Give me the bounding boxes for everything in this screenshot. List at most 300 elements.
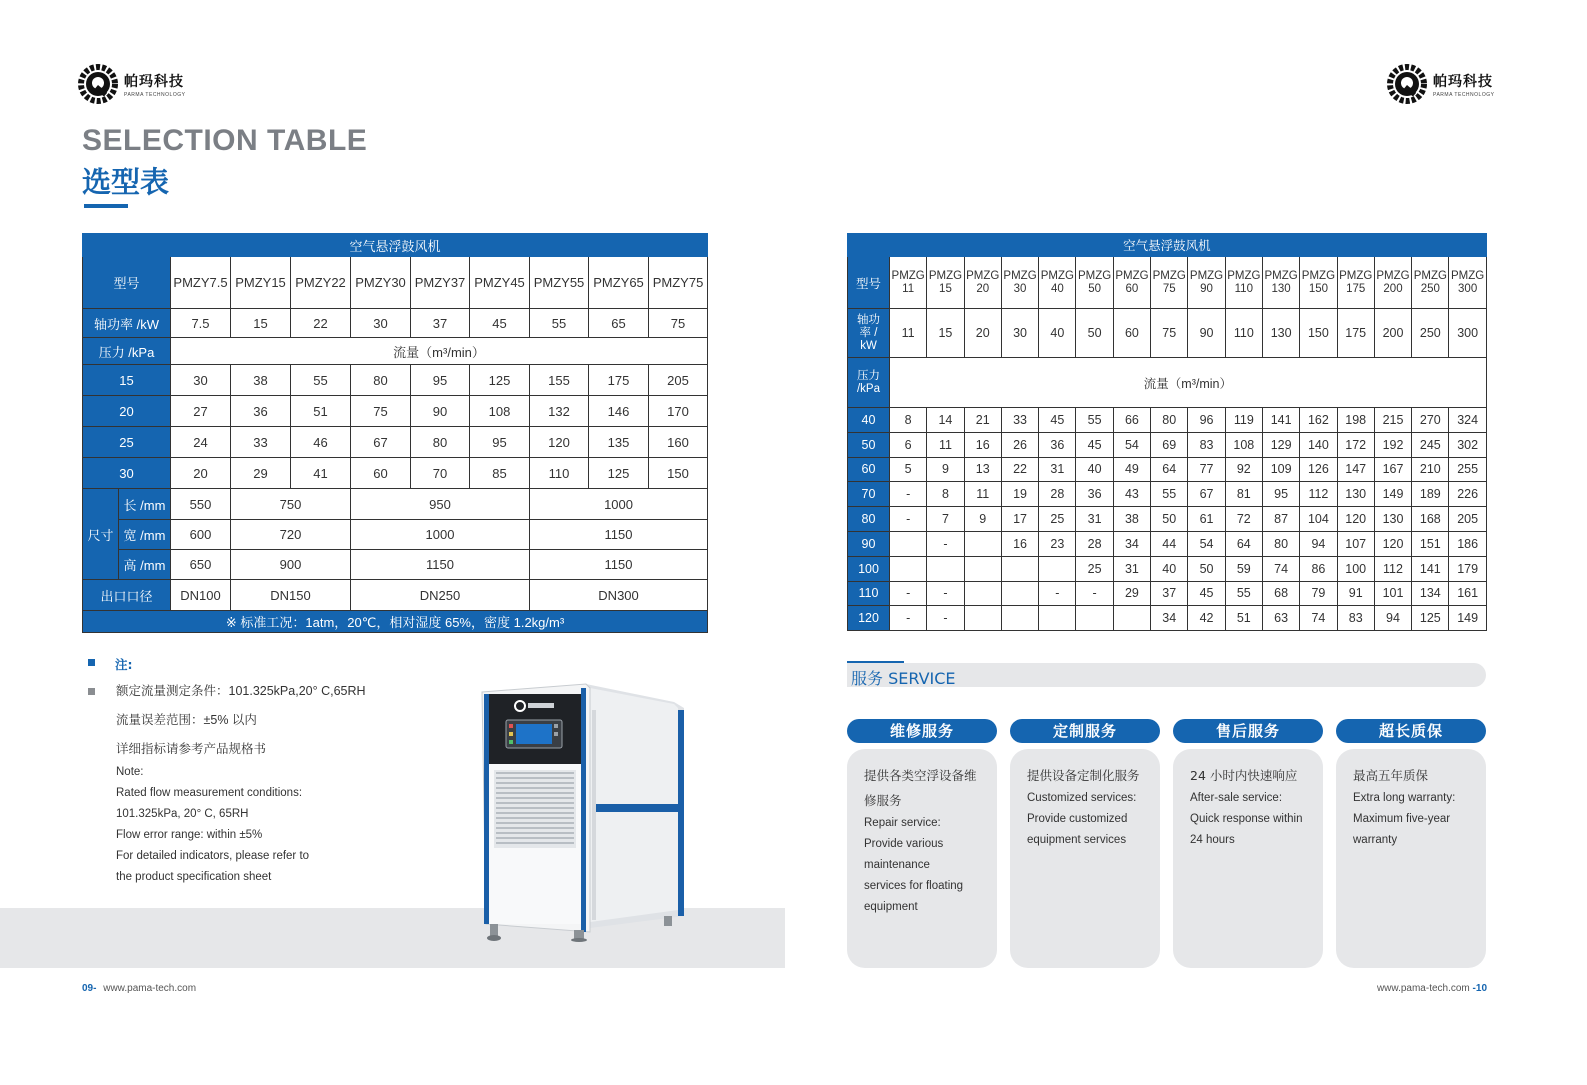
length-cell: 550 [171, 489, 231, 520]
flow-cell [1039, 606, 1076, 631]
flow-cell: 31 [1039, 457, 1076, 482]
pressure-cell: 30 [83, 458, 171, 489]
pressure-cell: 20 [83, 396, 171, 427]
flow-cell: 215 [1374, 408, 1411, 433]
flow-cell: 86 [1300, 556, 1337, 581]
brand-name-en: PARMA TECHNOLOGY [1433, 91, 1495, 98]
model-cell: PMZY22 [291, 257, 351, 309]
pressure-cell: 70 [848, 482, 890, 507]
flow-cell: 40 [1151, 556, 1188, 581]
note-en-line: For detailed indicators, please refer to [116, 850, 310, 862]
flow-cell [1001, 581, 1038, 606]
flow-cell: 67 [1188, 482, 1225, 507]
flow-cell: 26 [1001, 432, 1038, 457]
flow-cell: 11 [927, 432, 964, 457]
flow-cell: 61 [1188, 507, 1225, 532]
table-row [848, 482, 1487, 507]
power-cell: 30 [1001, 309, 1038, 358]
power-cell: 150 [1300, 309, 1337, 358]
flow-cell: 108 [1225, 432, 1262, 457]
width-cell: 600 [171, 520, 231, 550]
card-heading: 超长质保 [1336, 719, 1486, 743]
service-card-repair [847, 719, 997, 969]
flow-cell: 74 [1262, 556, 1299, 581]
flow-cell: 83 [1188, 432, 1225, 457]
power-cell: 20 [964, 309, 1001, 358]
card-heading: 维修服务 [847, 719, 997, 743]
flow-cell: 205 [1449, 507, 1486, 532]
pressure-cell: 90 [848, 531, 890, 556]
flow-cell: 119 [1225, 408, 1262, 433]
flow-cell: 80 [1151, 408, 1188, 433]
flow-cell: 175 [589, 365, 649, 396]
table-row [848, 581, 1487, 606]
table-caption: 空气悬浮鼓风机 [83, 234, 708, 257]
width-cell: 720 [231, 520, 351, 550]
flow-label: 流量（m³/min） [171, 338, 708, 365]
note-en-line: Rated flow measurement conditions: [116, 787, 303, 799]
power-label: 轴功 率 / kW [848, 309, 890, 358]
bullet-icon [88, 688, 95, 695]
power-cell: 60 [1113, 309, 1150, 358]
flow-cell: - [927, 606, 964, 631]
card-en-line: Provide various [864, 838, 944, 850]
flow-cell: 22 [1001, 457, 1038, 482]
flow-cell: - [890, 581, 927, 606]
brand-name-cn: 帕玛科技 [124, 73, 184, 90]
model-cell: PMZG 40 [1039, 257, 1076, 309]
flow-cell: - [890, 507, 927, 532]
flow-cell: 19 [1001, 482, 1038, 507]
flow-cell: 92 [1225, 457, 1262, 482]
flow-cell: 125 [1412, 606, 1449, 631]
power-cell: 90 [1188, 309, 1225, 358]
length-label: 长 /mm [119, 489, 171, 520]
flow-cell [1001, 606, 1038, 631]
card-body [1336, 749, 1486, 968]
outlet-cell: DN300 [530, 580, 708, 611]
model-cell: PMZY15 [231, 257, 291, 309]
flow-cell: 90 [411, 396, 470, 427]
flow-cell: 46 [291, 427, 351, 458]
card-cn-line: 提供各类空浮设备维 [864, 768, 977, 783]
flow-cell: 120 [1374, 531, 1411, 556]
flow-cell: 21 [964, 408, 1001, 433]
power-cell: 40 [1039, 309, 1076, 358]
flow-cell: - [927, 581, 964, 606]
model-cell: PMZY65 [589, 257, 649, 309]
logo-icon [78, 64, 118, 104]
card-en-line: Maximum five-year [1353, 813, 1451, 825]
flow-cell: 64 [1151, 457, 1188, 482]
flow-cell: 34 [1151, 606, 1188, 631]
height-label: 高 /mm [119, 550, 171, 580]
flow-cell: 8 [890, 408, 927, 433]
card-en-line: Repair service: [864, 817, 941, 829]
page-number: -10 [1472, 983, 1487, 994]
flow-cell: 80 [1262, 531, 1299, 556]
flow-cell: 179 [1449, 556, 1486, 581]
flow-cell: 51 [291, 396, 351, 427]
flow-cell: 120 [1337, 507, 1374, 532]
model-cell: PMZG 30 [1001, 257, 1038, 309]
flow-cell: 8 [927, 482, 964, 507]
size-label: 尺寸 [83, 489, 119, 580]
flow-cell: 172 [1337, 432, 1374, 457]
flow-cell: 85 [470, 458, 530, 489]
brand-logo-right [1387, 64, 1494, 104]
flow-label: 流量（m³/min） [890, 358, 1487, 408]
card-en-line: equipment services [1027, 834, 1127, 846]
flow-cell: 50 [1151, 507, 1188, 532]
flow-cell: 100 [1337, 556, 1374, 581]
width-cell: 1150 [530, 520, 708, 550]
flow-cell: 168 [1412, 507, 1449, 532]
footer-left [82, 983, 196, 994]
flow-cell: 37 [1151, 581, 1188, 606]
flow-cell: 141 [1262, 408, 1299, 433]
flow-cell: 5 [890, 457, 927, 482]
power-label: 轴功率 /kW [83, 309, 171, 338]
service-card-custom [1010, 719, 1160, 969]
flow-cell: 80 [411, 427, 470, 458]
service-title: 服务 SERVICE [851, 669, 956, 688]
note-cn-line: 详细指标请参考产品规格书 [116, 742, 267, 756]
left-selection-table [82, 233, 708, 633]
model-cell: PMZG 75 [1151, 257, 1188, 309]
model-cell: PMZY7.5 [171, 257, 231, 309]
flow-cell: 226 [1449, 482, 1486, 507]
note-en-line: Flow error range: within ±5% [116, 829, 263, 841]
pressure-label: 压力 /kPa [848, 358, 890, 408]
flow-cell: 198 [1337, 408, 1374, 433]
card-body [1010, 749, 1160, 968]
blower-machine-image [478, 680, 690, 942]
power-cell: 75 [649, 309, 708, 338]
power-cell: 110 [1225, 309, 1262, 358]
table-row [83, 396, 708, 427]
flow-cell [890, 531, 927, 556]
flow-cell: 270 [1412, 408, 1449, 433]
flow-cell: 210 [1412, 457, 1449, 482]
flow-cell: - [927, 531, 964, 556]
flow-cell: 64 [1225, 531, 1262, 556]
model-cell: PMZG 130 [1262, 257, 1299, 309]
table-row [848, 432, 1487, 457]
flow-cell: 107 [1337, 531, 1374, 556]
flow-cell: 161 [1449, 581, 1486, 606]
flow-cell: 74 [1300, 606, 1337, 631]
flow-cell: 30 [171, 365, 231, 396]
pressure-cell: 25 [83, 427, 171, 458]
model-cell: PMZY75 [649, 257, 708, 309]
card-heading: 定制服务 [1010, 719, 1160, 743]
model-cell: PMZG 175 [1337, 257, 1374, 309]
model-cell: PMZG 20 [964, 257, 1001, 309]
flow-cell: 45 [1188, 581, 1225, 606]
flow-cell [964, 531, 1001, 556]
flow-cell: 75 [351, 396, 411, 427]
flow-cell: 44 [1151, 531, 1188, 556]
card-cn-line: 提供设备定制化服务 [1027, 768, 1140, 783]
model-cell: PMZG 11 [890, 257, 927, 309]
model-cell: PMZG 60 [1113, 257, 1150, 309]
flow-cell: 162 [1300, 408, 1337, 433]
flow-cell: 33 [1001, 408, 1038, 433]
card-en-line: Extra long warranty: [1353, 792, 1456, 804]
model-cell: PMZY37 [411, 257, 470, 309]
flow-cell: 25 [1039, 507, 1076, 532]
table-row [848, 531, 1487, 556]
flow-cell: 49 [1113, 457, 1150, 482]
card-en-line: maintenance [864, 859, 930, 871]
card-heading: 售后服务 [1173, 719, 1323, 743]
flow-cell: 95 [411, 365, 470, 396]
pressure-cell: 80 [848, 507, 890, 532]
brand-name-en: PARMA TECHNOLOGY [124, 91, 186, 98]
flow-cell: 29 [231, 458, 291, 489]
model-cell: PMZG 110 [1225, 257, 1262, 309]
pressure-cell: 40 [848, 408, 890, 433]
flow-cell: 151 [1412, 531, 1449, 556]
power-cell: 37 [411, 309, 470, 338]
brand-logo-left [78, 64, 185, 104]
power-cell: 45 [470, 309, 530, 338]
table-row [848, 507, 1487, 532]
flow-cell: 189 [1412, 482, 1449, 507]
flow-cell: 104 [1300, 507, 1337, 532]
flow-cell: 55 [1225, 581, 1262, 606]
card-body [1173, 749, 1323, 968]
flow-cell: 132 [530, 396, 589, 427]
flow-cell: 67 [351, 427, 411, 458]
power-cell: 7.5 [171, 309, 231, 338]
flow-cell: 80 [351, 365, 411, 396]
footer-url-link[interactable]: www.pama-tech.com [1376, 983, 1470, 994]
model-cell: PMZG 250 [1412, 257, 1449, 309]
table-row [848, 556, 1487, 581]
model-label: 型号 [83, 257, 171, 309]
length-cell: 1000 [530, 489, 708, 520]
flow-cell: 70 [411, 458, 470, 489]
flow-cell: 120 [530, 427, 589, 458]
note-en-line: Note: [116, 766, 144, 778]
flow-cell: 63 [1262, 606, 1299, 631]
table-footnote: ※ 标准工况：1atm，20℃，相对湿度 65%，密度 1.2kg/m³ [83, 611, 708, 633]
notes-block [88, 652, 388, 892]
width-cell: 1000 [351, 520, 530, 550]
power-cell: 22 [291, 309, 351, 338]
flow-cell: 36 [1039, 432, 1076, 457]
flow-cell: 94 [1300, 531, 1337, 556]
flow-cell: 54 [1113, 432, 1150, 457]
flow-cell [927, 556, 964, 581]
flow-cell [1113, 606, 1150, 631]
model-cell: PMZG 200 [1374, 257, 1411, 309]
logo-icon [1387, 64, 1427, 104]
power-cell: 200 [1374, 309, 1411, 358]
flow-cell: 66 [1113, 408, 1150, 433]
flow-cell: 55 [1076, 408, 1113, 433]
flow-cell: 45 [1039, 408, 1076, 433]
flow-cell: 36 [231, 396, 291, 427]
flow-cell: 192 [1374, 432, 1411, 457]
flow-cell: 126 [1300, 457, 1337, 482]
power-cell: 75 [1151, 309, 1188, 358]
power-cell: 300 [1449, 309, 1486, 358]
power-cell: 65 [589, 309, 649, 338]
page-title-en: SELECTION TABLE [82, 124, 368, 157]
flow-cell: 38 [1113, 507, 1150, 532]
flow-cell: 9 [964, 507, 1001, 532]
flow-cell: 40 [1076, 457, 1113, 482]
flow-cell: 140 [1300, 432, 1337, 457]
card-en-line: 24 hours [1190, 834, 1235, 846]
flow-cell: 16 [1001, 531, 1038, 556]
flow-cell: - [890, 606, 927, 631]
model-cell: PMZG 150 [1300, 257, 1337, 309]
flow-cell: 94 [1374, 606, 1411, 631]
flow-cell: 42 [1188, 606, 1225, 631]
card-en-line: Customized services: [1027, 792, 1137, 804]
service-card-warranty [1336, 719, 1486, 969]
brand-name-cn: 帕玛科技 [1433, 73, 1493, 90]
flow-cell: 130 [1337, 482, 1374, 507]
card-en-line: After-sale service: [1190, 792, 1283, 804]
flow-cell: 72 [1225, 507, 1262, 532]
flow-cell: 141 [1412, 556, 1449, 581]
flow-cell: 16 [964, 432, 1001, 457]
flow-cell: 36 [1076, 482, 1113, 507]
flow-cell: 38 [231, 365, 291, 396]
power-cell: 175 [1337, 309, 1374, 358]
card-en-line: Quick response within [1190, 813, 1303, 825]
flow-cell [964, 606, 1001, 631]
notes-title: 注: [115, 657, 133, 672]
flow-cell: 59 [1225, 556, 1262, 581]
length-cell: 950 [351, 489, 530, 520]
footer-url-link[interactable]: www.pama-tech.com [103, 983, 197, 994]
power-cell: 130 [1262, 309, 1299, 358]
flow-cell: 55 [291, 365, 351, 396]
card-cn-line: 24 小时内快速响应 [1190, 768, 1298, 783]
flow-cell: 167 [1374, 457, 1411, 482]
flow-cell: 134 [1412, 581, 1449, 606]
page-number: 09- [82, 983, 97, 994]
flow-cell: 11 [964, 482, 1001, 507]
table-row [848, 457, 1487, 482]
flow-cell: - [1039, 581, 1076, 606]
power-cell: 15 [927, 309, 964, 358]
page-title-cn: 选型表 [82, 165, 170, 199]
pressure-cell: 110 [848, 581, 890, 606]
flow-cell: 28 [1039, 482, 1076, 507]
flow-cell: 6 [890, 432, 927, 457]
service-card-aftersale [1173, 719, 1323, 969]
pressure-cell: 50 [848, 432, 890, 457]
length-cell: 750 [231, 489, 351, 520]
power-cell: 15 [231, 309, 291, 338]
model-cell: PMZY55 [530, 257, 589, 309]
bullet-icon [88, 659, 95, 666]
flow-cell: 125 [589, 458, 649, 489]
flow-cell: 13 [964, 457, 1001, 482]
power-cell: 250 [1412, 309, 1449, 358]
model-label: 型号 [848, 257, 890, 309]
flow-cell [1076, 606, 1113, 631]
flow-cell: 255 [1449, 457, 1486, 482]
flow-cell: 54 [1188, 531, 1225, 556]
flow-cell: 34 [1113, 531, 1150, 556]
flow-cell: 25 [1076, 556, 1113, 581]
table-row [83, 365, 708, 396]
flow-cell: 186 [1449, 531, 1486, 556]
model-cell: PMZG 50 [1076, 257, 1113, 309]
height-cell: 1150 [351, 550, 530, 580]
service-title-underline [847, 661, 904, 663]
flow-cell: 149 [1449, 606, 1486, 631]
table-row [848, 606, 1487, 631]
flow-cell: 108 [470, 396, 530, 427]
flow-cell: 96 [1188, 408, 1225, 433]
card-en-line: services for floating [864, 880, 964, 892]
flow-cell: 27 [171, 396, 231, 427]
model-cell: PMZY45 [470, 257, 530, 309]
table-row [83, 427, 708, 458]
flow-cell [964, 581, 1001, 606]
flow-cell: 170 [649, 396, 708, 427]
power-cell: 55 [530, 309, 589, 338]
card-en-line: warranty [1353, 834, 1398, 846]
flow-cell: 135 [589, 427, 649, 458]
power-cell: 11 [890, 309, 927, 358]
outlet-label: 出口口径 [83, 580, 171, 611]
pressure-cell: 15 [83, 365, 171, 396]
flow-cell: 33 [231, 427, 291, 458]
flow-cell: 68 [1262, 581, 1299, 606]
flow-cell: 160 [649, 427, 708, 458]
flow-cell: 110 [530, 458, 589, 489]
card-cn-line: 修服务 [864, 793, 902, 808]
flow-cell [890, 556, 927, 581]
flow-cell: 31 [1076, 507, 1113, 532]
card-en-line: Provide customized [1027, 813, 1128, 825]
card-body [847, 749, 997, 968]
note-en-line: 101.325kPa, 20° C, 65RH [116, 808, 249, 820]
outlet-cell: DN150 [231, 580, 351, 611]
flow-cell: 205 [649, 365, 708, 396]
flow-cell: 302 [1449, 432, 1486, 457]
note-cn-line: 额定流量测定条件：101.325kPa,20° C,65RH [116, 684, 366, 698]
flow-cell: 51 [1225, 606, 1262, 631]
outlet-cell: DN100 [171, 580, 231, 611]
power-cell: 30 [351, 309, 411, 338]
flow-cell: 79 [1300, 581, 1337, 606]
flow-cell: 31 [1113, 556, 1150, 581]
height-cell: 1150 [530, 550, 708, 580]
flow-cell: 20 [171, 458, 231, 489]
model-cell: PMZY30 [351, 257, 411, 309]
flow-cell: 29 [1113, 581, 1150, 606]
right-selection-table [847, 233, 1487, 631]
model-cell: PMZG 15 [927, 257, 964, 309]
flow-cell [1001, 556, 1038, 581]
flow-cell: 7 [927, 507, 964, 532]
flow-cell: 14 [927, 408, 964, 433]
flow-cell: 77 [1188, 457, 1225, 482]
flow-cell: 150 [649, 458, 708, 489]
width-label: 宽 /mm [119, 520, 171, 550]
